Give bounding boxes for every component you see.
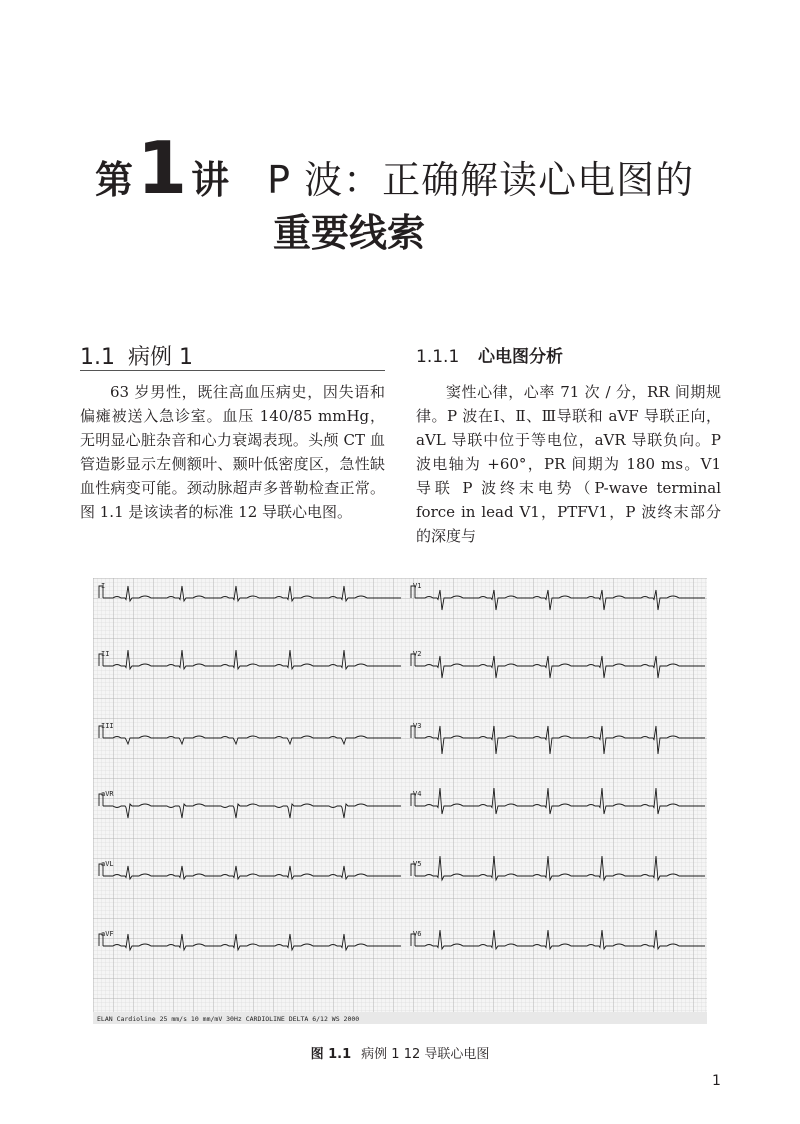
chapter-number: 1 [137, 126, 188, 210]
ecg-lead-label: V4 [413, 790, 422, 798]
case-column [80, 380, 385, 524]
analysis-paragraph: 窦性心律，心率 71 次 / 分，RR 间期规律。P 波在Ⅰ、Ⅱ、Ⅲ导联和 aVF 导联正向，aVL 导联中位于等电位，aVR 导联负向。P 波电轴为 +60°，PR 间期为 180 ms。V1 导联 P 波终末电势（P-wave terminal force in lead V1，PTFV1，P 波终末部分的深度与 [416, 383, 721, 545]
page-number: 1 [712, 1073, 721, 1089]
figure-caption-text: 病例 1 12 导联心电图 [361, 1047, 490, 1062]
chapter-title-main: P 波：正确解读心电图的 [267, 158, 695, 202]
chapter-suffix: 讲 [191, 158, 230, 202]
chapter-prefix: 第 [95, 158, 134, 202]
chapter-title-line2: 重要线索 [273, 211, 426, 255]
ecg-footer-text: ELAN Cardioline 25 mm/s 10 mm/mV 30Hz CARDIOLINE DELTA 6/12 WS 2000 [97, 1015, 360, 1023]
ecg-lead-label: V1 [413, 582, 422, 590]
section-number: 1.1 [80, 345, 115, 370]
analysis-column [416, 380, 721, 548]
ecg-lead-label: aVL [101, 860, 114, 868]
subsection-heading [416, 342, 563, 367]
ecg-lead-label: V3 [413, 722, 422, 730]
ecg-lead-label: aVF [101, 930, 114, 938]
ecg-trace-image [93, 578, 707, 1024]
chapter-title [95, 126, 775, 257]
section-heading [80, 340, 385, 371]
ecg-lead-label: V6 [413, 930, 422, 938]
ecg-lead-label: aVR [101, 790, 114, 798]
ecg-lead-label: V2 [413, 650, 422, 658]
ecg-lead-label: II [101, 650, 110, 658]
subsection-number: 1.1.1 [416, 347, 460, 367]
chapter-title-line1 [95, 126, 775, 210]
ecg-lead-label: V5 [413, 860, 422, 868]
section-title: 病例 1 [128, 345, 193, 370]
subsection-title: 心电图分析 [478, 347, 563, 367]
ecg-figure [93, 578, 707, 1024]
figure-caption [0, 1043, 800, 1062]
figure-label: 图 1.1 [310, 1047, 352, 1062]
case-paragraph: 63 岁男性，既往高血压病史，因失语和偏瘫被送入急诊室。血压 140/85 mmHg，无明显心脏杂音和心力衰竭表现。头颅 CT 血管造影显示左侧额叶、颞叶低密度区，急性缺血性病变可能。颈动脉超声多普勒检查正常。图 1.1 是该读者的标准 12 导联心电图。 [80, 383, 385, 521]
ecg-lead-label: I [101, 582, 106, 590]
ecg-lead-label: III [101, 722, 114, 730]
